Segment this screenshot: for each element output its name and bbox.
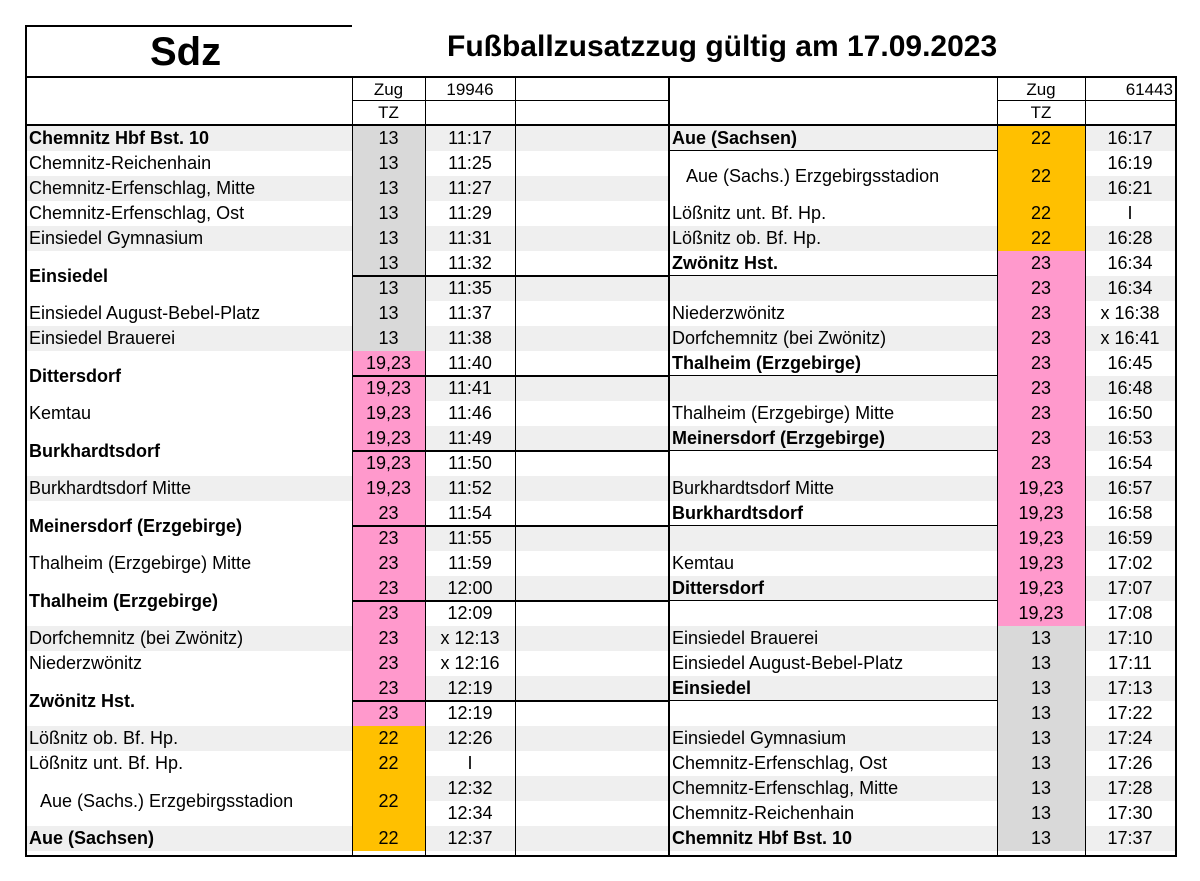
- right-time-cell: I: [1085, 201, 1175, 226]
- left-station-name: Meinersdorf (Erzgebirge): [25, 501, 352, 551]
- right-tz-cell: 19,23: [997, 601, 1085, 626]
- right-time-cell: 16:17: [1085, 126, 1175, 151]
- header-bottom-rule: [25, 124, 1175, 126]
- right-group-rule: [668, 275, 997, 276]
- right-tz-cell: 13: [997, 751, 1085, 776]
- right-zug-label: Zug: [1026, 80, 1056, 99]
- right-station-name: Dorfchemnitz (bei Zwönitz): [668, 326, 997, 351]
- right-tz-cell: 13: [997, 626, 1085, 651]
- right-station-name: Zwönitz Hst.: [668, 251, 997, 276]
- left-time-cell: 12:19: [425, 676, 515, 701]
- right-time-cell: 17:26: [1085, 751, 1175, 776]
- right-tz-cell: 23: [997, 376, 1085, 401]
- left-tz-cell: 23: [352, 576, 425, 601]
- left-empty-cell: [515, 326, 668, 351]
- left-tz-cell: 19,23: [352, 426, 425, 451]
- right-time-cell: 17:02: [1085, 551, 1175, 576]
- right-station-name: Einsiedel Gymnasium: [668, 726, 997, 751]
- left-empty-cell: [515, 701, 668, 726]
- right-station-name: Einsiedel August-Bebel-Platz: [668, 651, 997, 676]
- left-tz-cell: 13: [352, 251, 425, 276]
- left-station-name: Einsiedel Gymnasium: [25, 226, 352, 251]
- left-station-name: Zwönitz Hst.: [25, 676, 352, 726]
- left-time-cell: 11:52: [425, 476, 515, 501]
- left-empty-cell: [515, 426, 668, 451]
- right-time-cell: 17:07: [1085, 576, 1175, 601]
- page-title: Fußballzusatzzug gültig am 17.09.2023: [447, 30, 998, 63]
- left-tz-cell: 23: [352, 601, 425, 626]
- right-station-name: Burkhardtsdorf: [668, 501, 997, 526]
- right-tz-cell: 13: [997, 776, 1085, 801]
- right-tz-cell: 22: [997, 226, 1085, 251]
- left-empty-cell: [515, 801, 668, 826]
- right-tz-cell: 23: [997, 301, 1085, 326]
- right-station-name: Aue (Sachs.) Erzgebirgsstadion: [668, 151, 997, 201]
- left-tz-cell: 22: [352, 726, 425, 751]
- left-time-cell: 11:49: [425, 426, 515, 451]
- left-tz-cell: 13: [352, 301, 425, 326]
- right-time-cell: 16:28: [1085, 226, 1175, 251]
- right-tz-cell: 13: [997, 676, 1085, 701]
- left-empty-cell: [515, 776, 668, 801]
- left-station-name: Dittersdorf: [25, 351, 352, 401]
- left-empty-cell: [515, 451, 668, 476]
- right-station-name: Einsiedel Brauerei: [668, 626, 997, 651]
- left-tz-cell: 19,23: [352, 401, 425, 426]
- left-empty-cell: [515, 401, 668, 426]
- left-time-cell: 11:17: [425, 126, 515, 151]
- right-time-cell: 17:30: [1085, 801, 1175, 826]
- left-tz-cell: 23: [352, 626, 425, 651]
- right-tz-cell: 22: [997, 201, 1085, 226]
- right-time-cell: 17:28: [1085, 776, 1175, 801]
- left-tz-label: TZ: [378, 103, 399, 122]
- table-right-rule: [1175, 76, 1177, 857]
- right-group-rule: [668, 525, 997, 526]
- left-group-tick: [25, 375, 27, 376]
- right-station-name: [668, 376, 997, 401]
- left-tz-rule: [352, 76, 353, 856]
- left-station-name: Kemtau: [25, 401, 352, 426]
- left-group-tick: [25, 525, 27, 526]
- right-tz-cell: 23: [997, 326, 1085, 351]
- right-time-cell: x 16:41: [1085, 326, 1175, 351]
- left-time-cell: 11:54: [425, 501, 515, 526]
- right-station-name: [668, 276, 997, 301]
- left-station-name: Dorfchemnitz (bei Zwönitz): [25, 626, 352, 651]
- right-station-name: Einsiedel: [668, 676, 997, 701]
- left-empty-cell: [515, 251, 668, 276]
- right-tz-cell: 13: [997, 801, 1085, 826]
- right-time-cell: 16:34: [1085, 276, 1175, 301]
- left-tz-cell: 23: [352, 551, 425, 576]
- right-station-name: Burkhardtsdorf Mitte: [668, 476, 997, 501]
- left-group-tick: [25, 600, 27, 601]
- left-time-cell: 11:31: [425, 226, 515, 251]
- left-time-cell: 12:19: [425, 701, 515, 726]
- left-group-rule: [352, 600, 668, 602]
- right-station-name: Lößnitz ob. Bf. Hp.: [668, 226, 997, 251]
- left-station-name: Lößnitz unt. Bf. Hp.: [25, 751, 352, 776]
- left-time-cell: 11:55: [425, 526, 515, 551]
- right-tz-cell: 13: [997, 651, 1085, 676]
- right-tz-cell: 13: [997, 726, 1085, 751]
- left-time-cell: 12:32: [425, 776, 515, 801]
- left-tz-cell: 13: [352, 226, 425, 251]
- left-time-cell: 11:46: [425, 401, 515, 426]
- right-tz-label: TZ: [1030, 103, 1052, 122]
- right-tz-cell: 19,23: [997, 501, 1085, 526]
- right-time-rule: [1085, 76, 1086, 856]
- left-empty-cell: [515, 751, 668, 776]
- left-time-cell: 11:38: [425, 326, 515, 351]
- right-station-name: [668, 701, 997, 726]
- right-time-cell: 16:21: [1085, 176, 1175, 201]
- left-time-cell: 12:37: [425, 826, 515, 851]
- right-tz-rule: [997, 76, 998, 856]
- left-time-cell: 11:41: [425, 376, 515, 401]
- right-time-cell: 17:24: [1085, 726, 1175, 751]
- right-station-name: Chemnitz Hbf Bst. 10: [668, 826, 997, 851]
- right-tz-cell: 23: [997, 401, 1085, 426]
- right-time-cell: 16:57: [1085, 476, 1175, 501]
- left-time-cell: x 12:16: [425, 651, 515, 676]
- left-station-name: Chemnitz-Erfenschlag, Mitte: [25, 176, 352, 201]
- left-group-tick: [25, 275, 27, 276]
- left-tz-cell: 23: [352, 501, 425, 526]
- left-tz-cell: 22: [352, 751, 425, 776]
- table-top-rule: [25, 76, 1175, 78]
- right-station-name: [668, 601, 997, 626]
- left-group-tick: [25, 700, 27, 701]
- right-time-cell: 17:11: [1085, 651, 1175, 676]
- right-station-name: Meinersdorf (Erzgebirge): [668, 426, 997, 451]
- right-time-cell: 17:10: [1085, 626, 1175, 651]
- right-subheader-rule: [997, 100, 1175, 101]
- right-time-cell: 16:19: [1085, 151, 1175, 176]
- right-tz-cell: 23: [997, 351, 1085, 376]
- left-tz-cell: 13: [352, 326, 425, 351]
- right-time-cell: 17:13: [1085, 676, 1175, 701]
- left-tz-cell: 13: [352, 151, 425, 176]
- right-station-name: Kemtau: [668, 551, 997, 576]
- right-time-cell: 16:58: [1085, 501, 1175, 526]
- left-empty-cell: [515, 226, 668, 251]
- left-empty-cell: [515, 826, 668, 851]
- left-tz-cell: 13: [352, 126, 425, 151]
- right-tz-cell: 19,23: [997, 526, 1085, 551]
- right-station-name: Chemnitz-Erfenschlag, Mitte: [668, 776, 997, 801]
- left-group-rule: [352, 375, 668, 377]
- train-type-label: Sdz: [150, 30, 222, 74]
- left-empty-cell: [515, 376, 668, 401]
- left-station-name: Einsiedel August-Bebel-Platz: [25, 301, 352, 326]
- right-station-name: Thalheim (Erzgebirge): [668, 351, 997, 376]
- left-empty-cell: [515, 201, 668, 226]
- right-tz-cell: 19,23: [997, 551, 1085, 576]
- left-time-cell: 12:26: [425, 726, 515, 751]
- right-tz-cell: 23: [997, 426, 1085, 451]
- left-time-cell: 11:32: [425, 251, 515, 276]
- left-tz-cell: 13: [352, 276, 425, 301]
- left-group-rule: [352, 450, 668, 452]
- left-zug-label: Zug: [373, 80, 404, 99]
- right-group-rule: [668, 450, 997, 451]
- right-time-cell: 16:34: [1085, 251, 1175, 276]
- right-group-rule: [668, 700, 997, 701]
- left-empty-cell: [515, 351, 668, 376]
- right-tz-cell: 13: [997, 701, 1085, 726]
- right-time-cell: 17:37: [1085, 826, 1175, 851]
- right-tz-cell: 22: [997, 151, 1085, 201]
- left-station-name: Chemnitz Hbf Bst. 10: [25, 126, 352, 151]
- right-group-rule: [668, 150, 997, 151]
- left-empty-cell: [515, 276, 668, 301]
- left-tz-cell: 19,23: [352, 351, 425, 376]
- left-tz-cell: 19,23: [352, 451, 425, 476]
- left-empty-cell: [515, 126, 668, 151]
- right-time-cell: 16:53: [1085, 426, 1175, 451]
- right-tz-cell: 23: [997, 251, 1085, 276]
- middle-rule: [668, 76, 670, 857]
- right-station-name: Thalheim (Erzgebirge) Mitte: [668, 401, 997, 426]
- left-tz-cell: 19,23: [352, 376, 425, 401]
- left-station-name: Chemnitz-Erfenschlag, Ost: [25, 201, 352, 226]
- left-extra-rule: [515, 76, 516, 856]
- right-time-cell: 16:50: [1085, 401, 1175, 426]
- right-tz-cell: 22: [997, 126, 1085, 151]
- right-group-rule: [668, 600, 997, 601]
- right-station-name: Chemnitz-Reichenhain: [668, 801, 997, 826]
- right-zug-number: 61443: [1125, 80, 1173, 99]
- left-group-rule: [352, 275, 668, 277]
- left-empty-cell: [515, 601, 668, 626]
- right-station-name: Chemnitz-Erfenschlag, Ost: [668, 751, 997, 776]
- left-tz-cell: 23: [352, 651, 425, 676]
- left-time-cell: x 12:13: [425, 626, 515, 651]
- left-station-name: Einsiedel: [25, 251, 352, 301]
- left-station-name: Aue (Sachsen): [25, 826, 352, 851]
- left-tz-cell: 23: [352, 701, 425, 726]
- left-time-cell: 11:29: [425, 201, 515, 226]
- left-station-name: Burkhardtsdorf Mitte: [25, 476, 352, 501]
- right-time-cell: 17:22: [1085, 701, 1175, 726]
- left-group-rule: [352, 700, 668, 702]
- left-time-cell: 11:35: [425, 276, 515, 301]
- right-tz-cell: 19,23: [997, 576, 1085, 601]
- right-station-name: Aue (Sachsen): [668, 126, 997, 151]
- right-time-cell: 16:54: [1085, 451, 1175, 476]
- left-time-rule: [425, 76, 426, 856]
- left-tz-cell: 19,23: [352, 476, 425, 501]
- left-empty-cell: [515, 726, 668, 751]
- left-tz-cell: 22: [352, 776, 425, 826]
- left-group-tick: [25, 450, 27, 451]
- right-station-name: Lößnitz unt. Bf. Hp.: [668, 201, 997, 226]
- left-station-name: Niederzwönitz: [25, 651, 352, 676]
- right-station-name: Niederzwönitz: [668, 301, 997, 326]
- left-tz-cell: 23: [352, 676, 425, 701]
- left-tz-cell: 22: [352, 826, 425, 851]
- right-time-cell: x 16:38: [1085, 301, 1175, 326]
- left-empty-cell: [515, 576, 668, 601]
- left-station-name: Einsiedel Brauerei: [25, 326, 352, 351]
- right-time-cell: 16:59: [1085, 526, 1175, 551]
- left-empty-cell: [515, 301, 668, 326]
- right-group-rule: [668, 375, 997, 376]
- left-station-name: Burkhardtsdorf: [25, 426, 352, 476]
- left-station-name: Chemnitz-Reichenhain: [25, 151, 352, 176]
- left-empty-cell: [515, 151, 668, 176]
- right-tz-cell: 13: [997, 826, 1085, 851]
- right-tz-cell: 19,23: [997, 476, 1085, 501]
- left-empty-cell: [515, 676, 668, 701]
- table-bottom-rule: [25, 855, 1177, 857]
- left-station-name: Lößnitz ob. Bf. Hp.: [25, 726, 352, 751]
- left-time-cell: I: [425, 751, 515, 776]
- right-station-name: [668, 526, 997, 551]
- left-time-cell: 11:59: [425, 551, 515, 576]
- left-tz-cell: 13: [352, 201, 425, 226]
- left-empty-cell: [515, 551, 668, 576]
- left-time-cell: 12:09: [425, 601, 515, 626]
- left-group-rule: [352, 525, 668, 527]
- right-station-name: [668, 451, 997, 476]
- left-time-cell: 11:40: [425, 351, 515, 376]
- left-station-name: Aue (Sachs.) Erzgebirgsstadion: [25, 776, 352, 826]
- left-time-cell: 12:00: [425, 576, 515, 601]
- right-tz-cell: 23: [997, 451, 1085, 476]
- left-time-cell: 11:37: [425, 301, 515, 326]
- left-station-name: Thalheim (Erzgebirge) Mitte: [25, 551, 352, 576]
- left-station-name: Thalheim (Erzgebirge): [25, 576, 352, 626]
- right-tz-cell: 23: [997, 276, 1085, 301]
- left-subheader-rule: [352, 100, 668, 101]
- left-empty-cell: [515, 626, 668, 651]
- table-left-rule: [25, 76, 27, 857]
- right-time-cell: 16:45: [1085, 351, 1175, 376]
- left-empty-cell: [515, 651, 668, 676]
- right-time-cell: 17:08: [1085, 601, 1175, 626]
- right-time-cell: 16:48: [1085, 376, 1175, 401]
- left-tz-cell: 13: [352, 176, 425, 201]
- left-tz-cell: 23: [352, 526, 425, 551]
- left-empty-cell: [515, 176, 668, 201]
- left-time-cell: 11:25: [425, 151, 515, 176]
- left-zug-number: 19946: [446, 80, 494, 99]
- right-station-name: Dittersdorf: [668, 576, 997, 601]
- left-empty-cell: [515, 476, 668, 501]
- left-empty-cell: [515, 501, 668, 526]
- left-time-cell: 12:34: [425, 801, 515, 826]
- left-time-cell: 11:27: [425, 176, 515, 201]
- left-time-cell: 11:50: [425, 451, 515, 476]
- left-empty-cell: [515, 526, 668, 551]
